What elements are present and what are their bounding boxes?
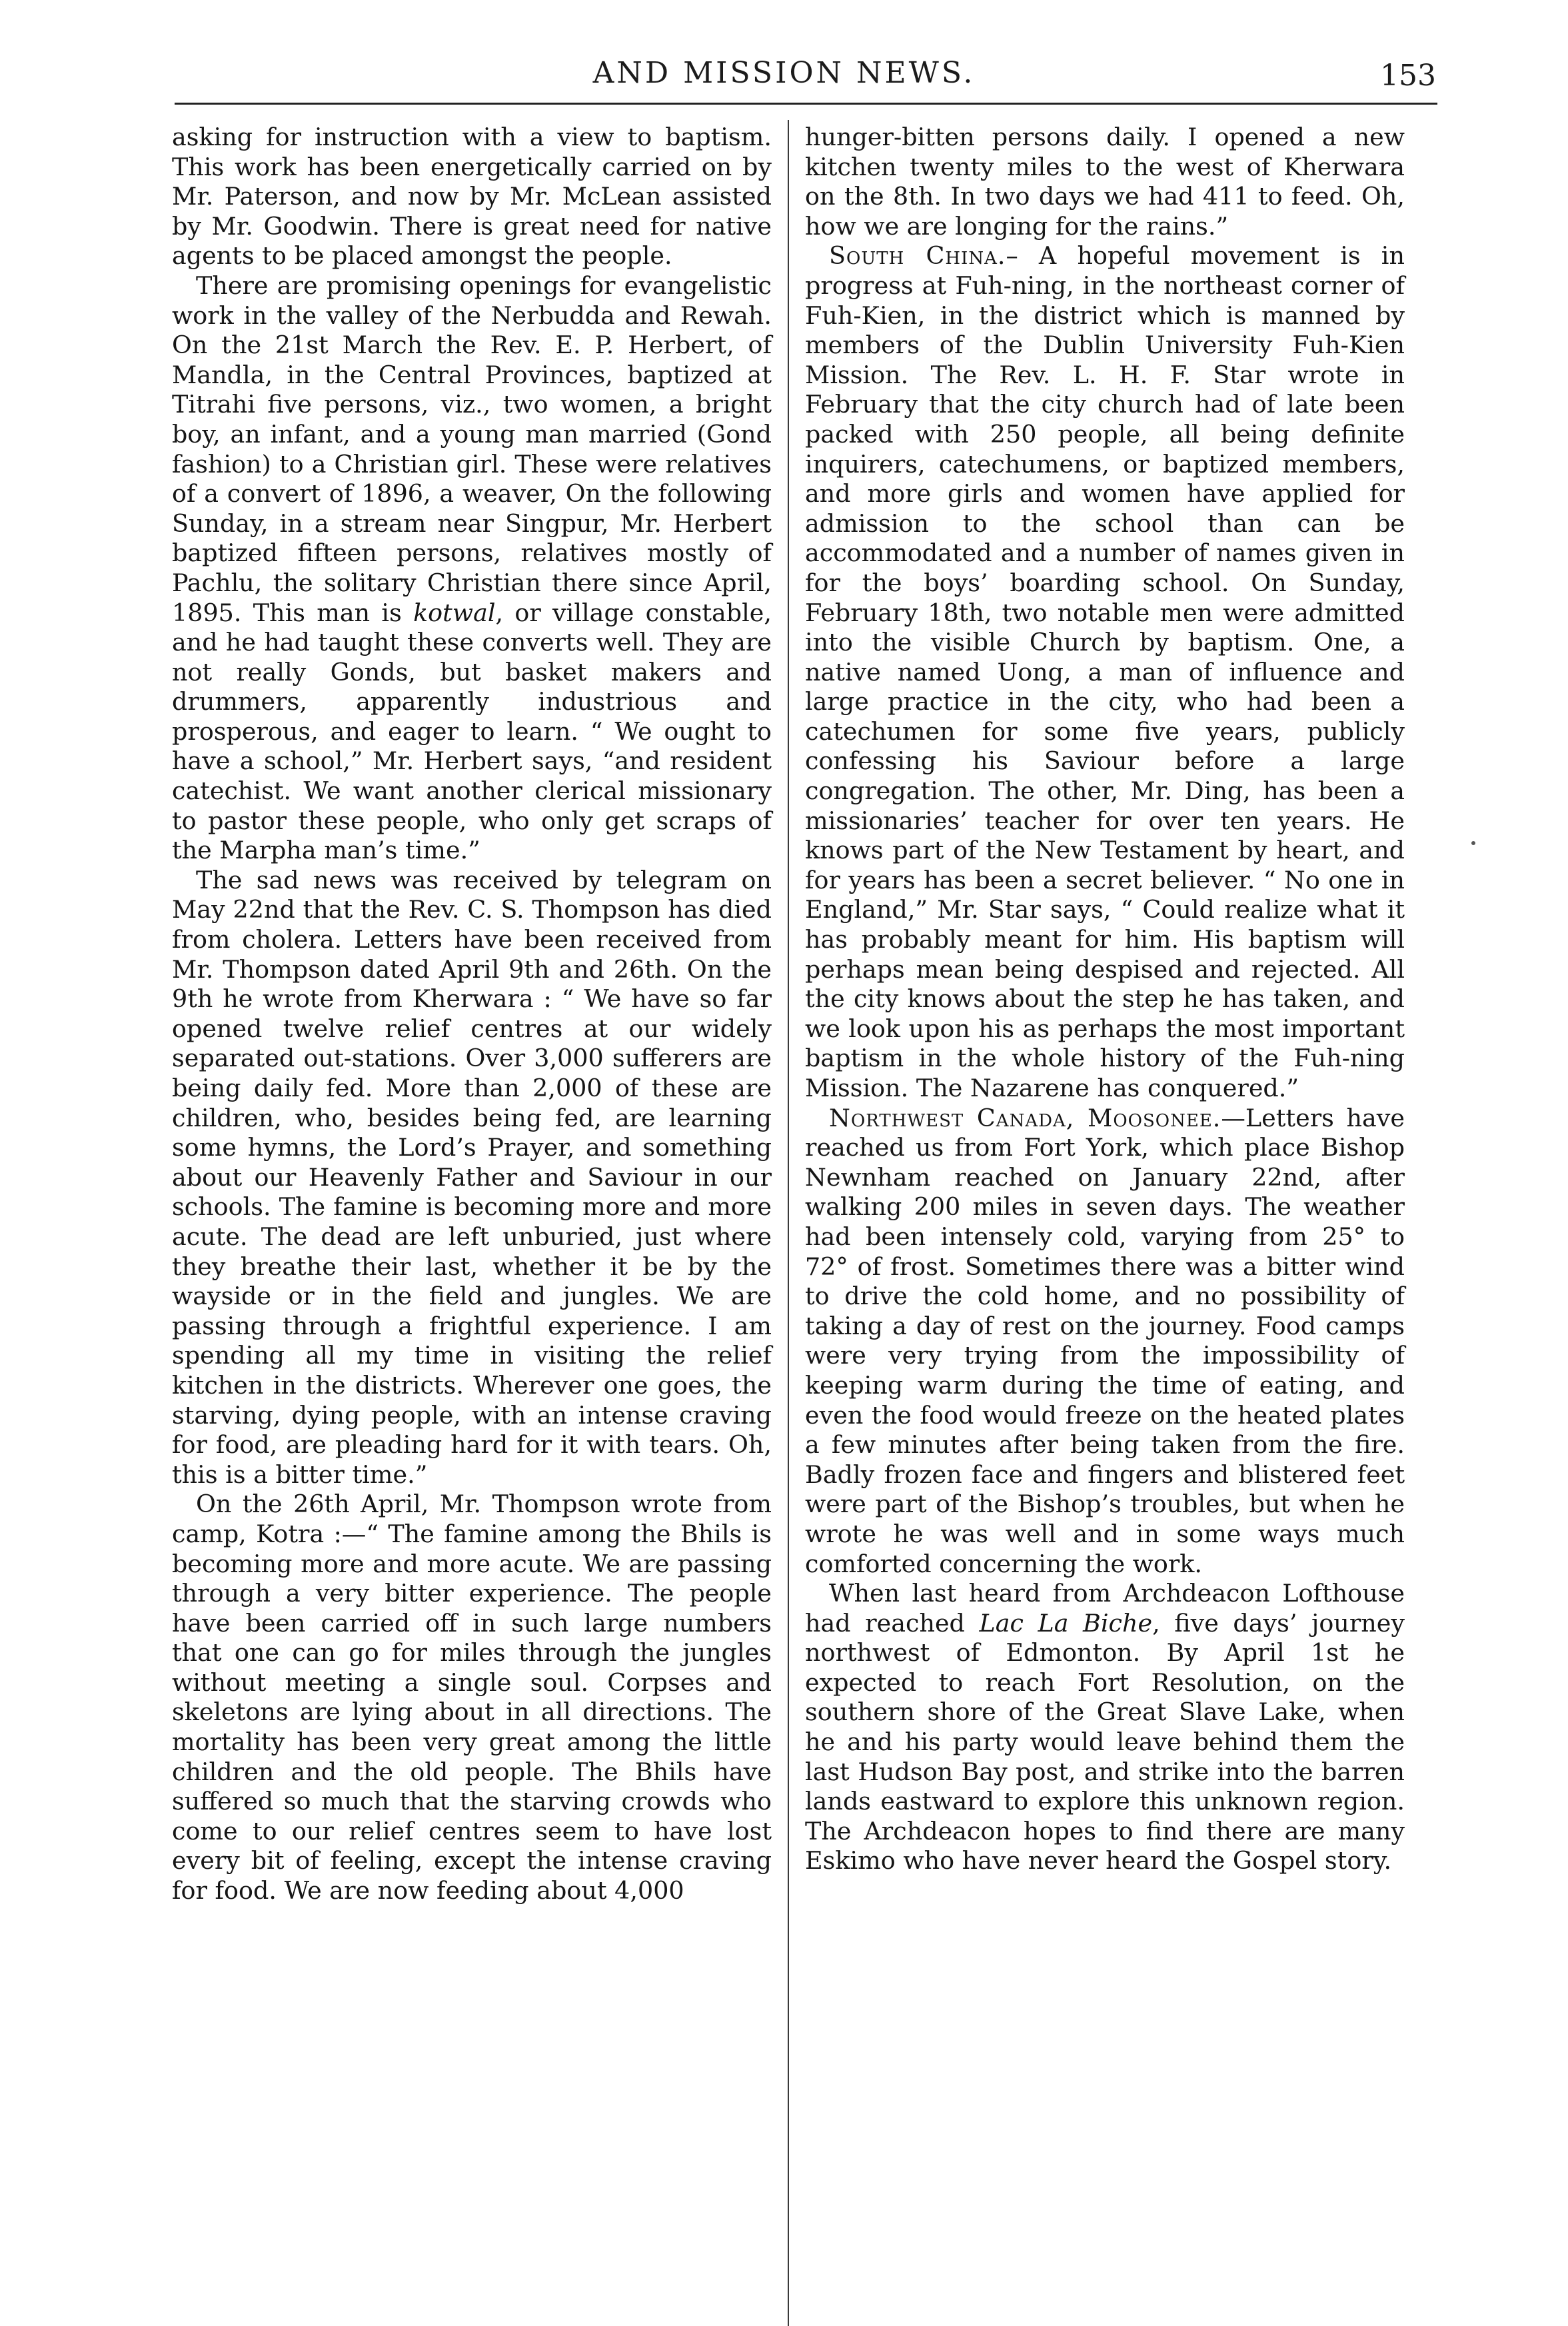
paragraph-baptism-instruction: asking for instruction with a view to baptism. This work has been energetically carried on by Mr. Paterson, and now by Mr. McLean assisted by Mr. Goodwin. There is great need for native agents to be placed amongst the people.	[172, 123, 772, 271]
left-column	[172, 123, 772, 1906]
paragraph-thompson-death: The sad news was received by telegram on May 22nd that the Rev. C. S. Thompson has died from cholera. Letters have been received from Mr. Thompson dated April 9th and 26th. On the 9th he wrote from Kherwara : “ We have so far opened twelve relief centres at our widely separated out-stations. Over 3,000 sufferers are being daily fed. More than 2,000 of these are children, who, besides being fed, are learning some hymns, the Lord’s Prayer, and something about our Heavenly Father and Saviour in our schools. The famine is becoming more and more acute. The dead are left unburied, just where they breathe their last, whether it be by the wayside or in the field and jungles. We are passing through a frightful experience. I am spending all my time in visiting the relief kitchen in the districts. Wherever one goes, the starving, dying people, with an intense craving for food, are pleading hard for it with tears. Oh, this is a bitter time.”	[172, 865, 772, 1489]
column-divider	[788, 120, 789, 2326]
paragraph-nerbudda-openings	[172, 271, 772, 866]
paragraph-northwest-canada	[805, 1104, 1405, 1580]
italic-place-lac-la-biche: Lac La Biche	[979, 1608, 1153, 1638]
header-rule	[175, 103, 1437, 105]
right-column	[805, 123, 1405, 1876]
text-run: There are promising openings for evangelistic work in the valley of the Nerbudda and Rewah. On the 21st March the Rev. E. P. Herbert, of Mandla, in the Central Provinces, baptized at Titrahi five persons, viz., two women, a bright boy, an infant, and a young man married (Gond fashion) to a Christian girl. These were relatives of a convert of 1896, a weaver, On the following Sunday, in a stream near Singpur, Mr. Herbert baptized fifteen persons, relatives mostly of Pachlu, the solitary Christian there since April, 1895. This man is	[172, 271, 772, 627]
section-heading-south-china: South China.	[829, 241, 1006, 271]
running-title: AND MISSION NEWS.	[592, 56, 976, 90]
text-run: When last heard from Archdeacon Lofthouse had reached	[805, 1579, 1405, 1638]
paragraph-kotra-letter: On the 26th April, Mr. Thompson wrote from camp, Kotra :—“ The famine among the Bhils is becoming more and more acute. We are passing through a very bitter experience. The people have been carried off in such large numbers that one can go for miles through the jungles without meeting a single soul. Corpses and skeletons are lying about in all directions. The mortality has been very great among the little children and the old people. The Bhils have suffered so much that the starving crowds who come to our relief centres seem to have lost every bit of feeling, except the intense craving for food. We are now feeding about 4,000	[172, 1490, 772, 1905]
paragraph-kherwara-continued: hunger-bitten persons daily. I opened a new kitchen twenty miles to the west of Kherwara on the 8th. In two days we had 411 to feed. Oh, how we are longing for the rains.”	[805, 123, 1405, 241]
stray-ink-mark	[1471, 841, 1475, 845]
text-run: , or village constable, and he had taught these converts well. They are not really Gonds, but basket makers and drummers, apparently industrious and prosperous, and eager to learn. “ We ought to have a school,” Mr. Herbert says, “and resident catechist. We want another clerical missionary to pastor these people, who only get scraps of the Marpha man’s time.”	[172, 598, 772, 865]
running-head	[0, 51, 1568, 97]
text-run: , five days’ journey northwest of Edmonton. By April 1st he expected to reach Fort Resolution, on the southern shore of the Great Slave Lake, when he and his party would leave behind them the last Hudson Bay post, and strike into the barren lands eastward to explore this unknown region. The Archdeacon hopes to find there are many Eskimo who have never heard the Gospel story.	[805, 1608, 1405, 1875]
paragraph-archdeacon-lofthouse	[805, 1579, 1405, 1876]
italic-term-kotwal: kotwal	[413, 598, 496, 627]
page-number: 153	[1380, 59, 1436, 93]
section-heading-northwest-canada: Northwest Canada, Moosonee.	[829, 1103, 1221, 1132]
text-run: – A hopeful movement is in progress at Fuh-ning, in the northeast corner of Fuh-Kien, in the district which is manned by members of the Dublin University Fuh-Kien Mission. The Rev. L. H. F. Star wrote in February that the city church had of late been packed with 250 people, all being definite inquirers, catechumens, or baptized members, and more girls and women have applied for admission to the school than can be accommodated and a number of names given in for the boys’ boarding school. On Sunday, February 18th, two notable men were admitted into the visible Church by baptism. One, a native named Uong, a man of influence and large practice in the city, who had been a catechumen for some five years, publicly confessing his Saviour before a large congregation. The other, Mr. Ding, has been a missionaries’ teacher for over ten years. He knows part of the New Testament by heart, and for years has been a secret believer. “ No one in England,” Mr. Star says, “ Could realize what it has probably meant for him. His baptism will perhaps mean being despised and rejected. All the city knows about the step he has taken, and we look upon his as perhaps the most important baptism in the whole history of the Fuh-ning Mission. The Nazarene has conquered.”	[805, 241, 1405, 1102]
text-run: —Letters have reached us from Fort York, which place Bishop Newnham reached on January 22nd, after walking 200 miles in seven days. The weather had been intensely cold, varying from 25° to 72° of frost. Sometimes there was a bitter wind to drive the cold home, and no possibility of taking a day of rest on the journey. Food camps were very trying from the impossibility of keeping warm during the time of eating, and even the food would freeze on the heated plates a few minutes after being taken from the fire. Badly frozen face and fingers and blistered feet were part of the Bishop’s troubles, but when he wrote he was well and in some ways much comforted concerning the work.	[805, 1103, 1405, 1578]
paragraph-south-china	[805, 241, 1405, 1103]
